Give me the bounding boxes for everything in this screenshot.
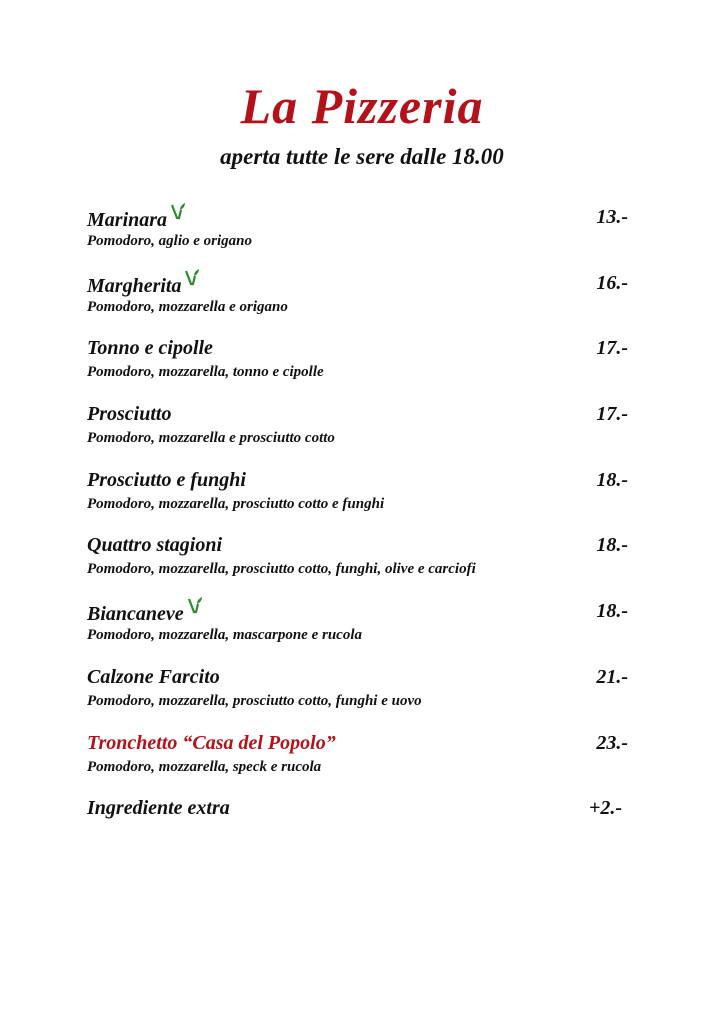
item-description: Pomodoro, mozzarella, prosciutto cotto e funghi xyxy=(87,495,385,512)
item-description: Pomodoro, mozzarella, prosciutto cotto, funghi, olive e carciofi xyxy=(87,561,476,578)
item-description: Pomodoro, mozzarella e prosciutto cotto xyxy=(87,430,335,447)
item-name: Quattro stagioni xyxy=(87,534,223,557)
item-name: Prosciutto xyxy=(87,403,172,426)
page-title: La Pizzeria xyxy=(240,78,484,134)
item-name: Tonno e cipolle xyxy=(87,337,213,360)
item-price: 17.- xyxy=(596,337,628,360)
item-description: Pomodoro, aglio e origano xyxy=(87,233,253,249)
leaf-v-icon xyxy=(184,268,200,286)
item-description: Pomodoro, mozzarella, tonno e cipolle xyxy=(87,364,324,381)
item-description: Pomodoro, mozzarella, prosciutto cotto, funghi e uovo xyxy=(87,692,422,709)
menu-item-tonno-e-cipolle xyxy=(87,331,632,397)
item-name-text: Margherita xyxy=(87,274,182,297)
item-price: 16.- xyxy=(596,271,628,294)
item-description: Pomodoro, mozzarella, mascarpone e rucola xyxy=(87,627,363,644)
menu-item-calzone-farcito xyxy=(87,660,632,726)
item-price: 13.- xyxy=(596,206,628,228)
item-price: 18.- xyxy=(596,468,628,491)
leaf-v-icon xyxy=(187,596,203,614)
item-price: 23.- xyxy=(596,731,628,754)
item-name-text: Biancaneve xyxy=(87,603,184,626)
menu-item-biancaneve xyxy=(87,594,632,660)
item-description: Pomodoro, mozzarella e origano xyxy=(87,298,288,315)
menu-item-tronchetto-casa-del-popolo xyxy=(87,726,632,792)
pizza-menu-list xyxy=(87,200,632,857)
item-name-text: Marinara xyxy=(87,209,168,231)
leaf-v-icon xyxy=(170,202,186,220)
item-price: 18.- xyxy=(596,600,628,623)
menu-item-prosciutto xyxy=(87,397,632,463)
item-name: Tronchetto “Casa del Popolo” xyxy=(87,731,336,754)
item-price: 17.- xyxy=(596,403,628,426)
menu-item-prosciutto-e-funghi xyxy=(87,463,632,529)
opening-hours: aperta tutte le sere dalle 18.00 xyxy=(220,144,504,169)
item-price: 21.- xyxy=(596,665,628,688)
item-name: Ingrediente extra xyxy=(87,797,230,820)
menu-item-margherita xyxy=(87,266,632,332)
item-description: Pomodoro, mozzarella, speck e rucola xyxy=(87,758,322,775)
menu-item-quattro-stagioni xyxy=(87,528,632,594)
item-name: Calzone Farcito xyxy=(87,665,220,688)
menu-item-extra-ingredient xyxy=(87,791,632,857)
item-price: +2.- xyxy=(588,797,622,820)
menu-item-marinara xyxy=(87,200,632,266)
item-name: Prosciutto e funghi xyxy=(87,468,246,491)
item-price: 18.- xyxy=(596,534,628,557)
